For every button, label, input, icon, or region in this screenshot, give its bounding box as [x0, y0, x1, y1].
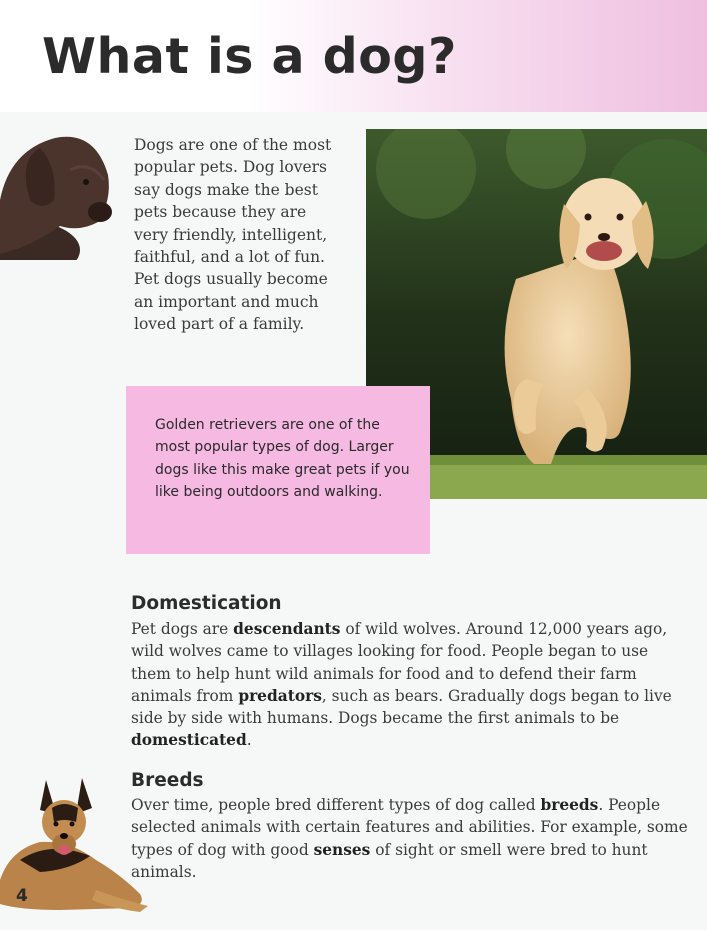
puppy-image [0, 130, 120, 260]
photo-caption: Golden retrievers are one of the most popular types of dog. Larger dogs like this make great pets if you like being outdoors and walking. [155, 417, 410, 500]
term-senses: senses [313, 840, 371, 859]
breeds-heading: Breeds [131, 770, 204, 791]
intro-paragraph: Dogs are one of the most popular pets. Dog lovers say dogs make the best pets because they are very friendly, intelligent, faithful, and a lot of fun. Pet dogs usually become an important and much loved part of a family. [134, 136, 332, 334]
page-title: What is a dog? [42, 28, 457, 85]
term-predators: predators [238, 686, 322, 705]
domestication-paragraph: Pet dogs are descendants of wild wolves. Around 12,000 years ago, wild wolves came to villages looking for food. People began to use them to help hunt wild animals for food and to defend their farm animals from predators, such as bears. Gradually dogs began to live side by side with humans. Dogs became the first animals to be domesticated. [131, 620, 672, 750]
breeds-paragraph: Over time, people bred different types of dog called breeds. People selected animals with certain features and abilities. For example, some types of dog with good senses of sight or smell were bred to hunt animals. [131, 796, 688, 881]
term-breeds: breeds [540, 796, 599, 814]
term-domesticated: domesticated [131, 731, 247, 750]
domestication-heading: Domestication [131, 593, 282, 614]
term-descendants: descendants [233, 620, 341, 638]
page-number: 4 [16, 886, 28, 906]
